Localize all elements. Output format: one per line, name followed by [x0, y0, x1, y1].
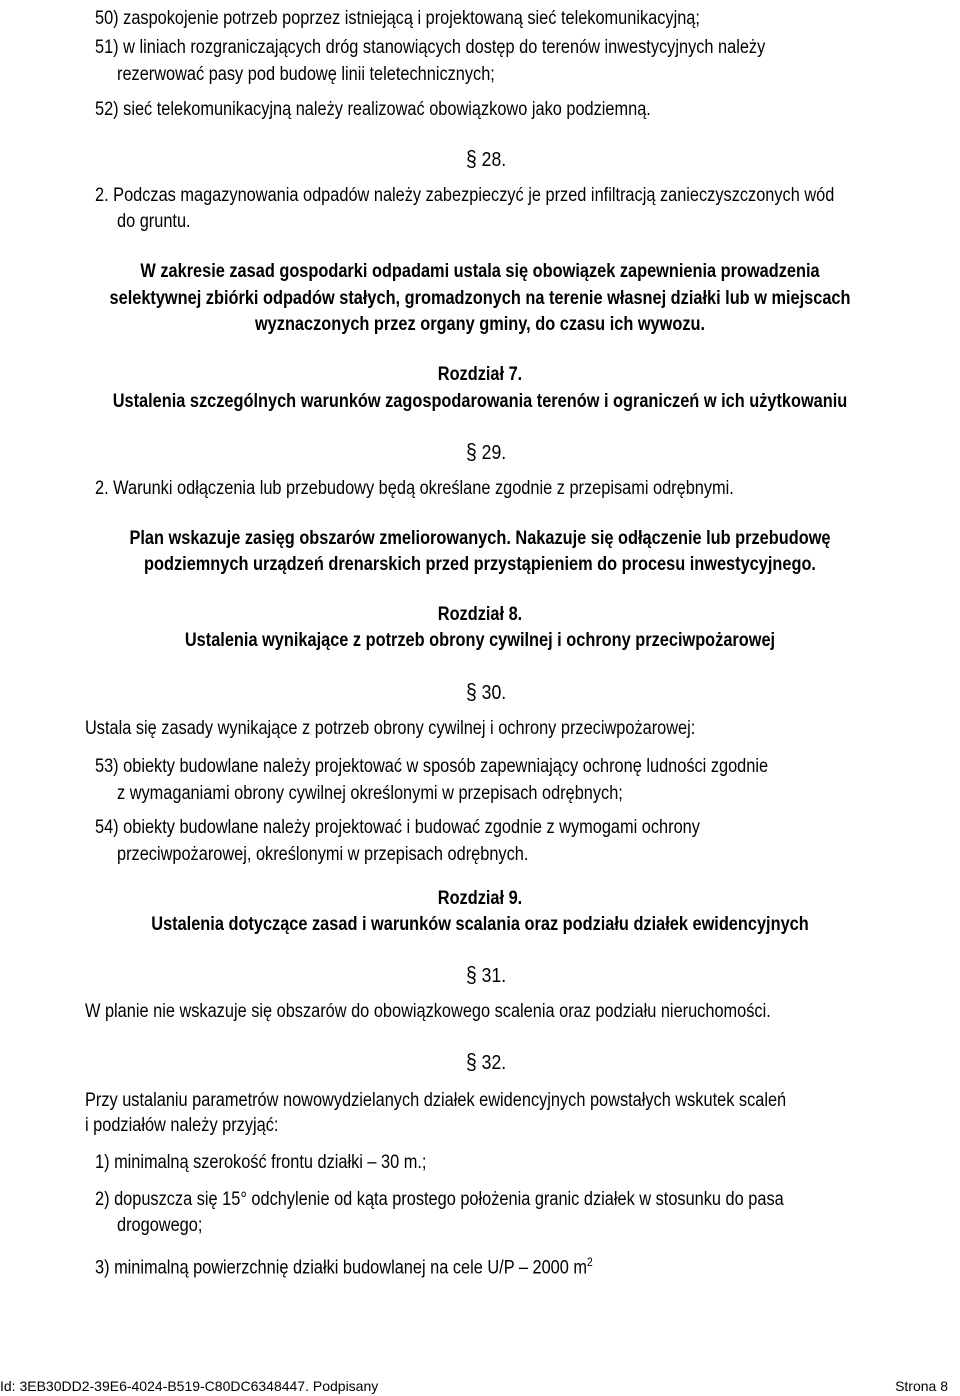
chapter-7-title: Ustalenia szczególnych warunków zagospodarowania terenów i ograniczeń w ich użytkowaniu: [112, 391, 848, 412]
section-symbol: §: [466, 679, 477, 704]
s28-bold-line1: W zakresie zasad gospodarki odpadami ustala się obowiązek zapewnienia prowadzenia: [140, 261, 820, 282]
section-32-heading: [466, 1050, 506, 1075]
section-symbol: §: [466, 439, 477, 464]
s32-item-3-text: 3) minimalną powierzchnię działki budowlanej na cele U/P – 2000 m: [95, 1257, 587, 1279]
chapter-8-heading: Rozdział 8.: [437, 604, 523, 625]
s32-intro-line1: Przy ustalaniu parametrów nowowydzielanych działek ewidencyjnych powstałych wskutek scaleń: [85, 1090, 787, 1111]
section-symbol: §: [466, 962, 477, 987]
item-51-line1: 51) w liniach rozgraniczających dróg stanowiących dostęp do terenów inwestycyjnych należy: [95, 37, 766, 58]
section-28-heading: [466, 147, 506, 172]
item-54-line1: 54) obiekty budowlane należy projektować i budować zgodnie z wymogami ochrony: [95, 817, 700, 838]
item-54-line2: przeciwpożarowej, określonymi w przepisach odrębnych.: [117, 844, 529, 865]
section-number: 30.: [481, 682, 507, 704]
superscript: 2: [586, 1255, 593, 1269]
section-29-heading: [466, 440, 506, 465]
s28-para2-line1: 2. Podczas magazynowania odpadów należy zabezpieczyć je przed infiltracją zanieczyszczonych wód: [95, 185, 835, 206]
chapter-7-heading: Rozdział 7.: [437, 364, 523, 385]
item-52: 52) sieć telekomunikacyjną należy realizować obowiązkowo jako podziemną.: [95, 99, 651, 120]
s32-item-2-line2: drogowego;: [117, 1215, 203, 1236]
item-50: 50) zaspokojenie potrzeb poprzez istniejącą i projektowaną sieć telekomunikacyjną;: [95, 8, 700, 29]
section-symbol: §: [466, 146, 477, 171]
s32-item-1: 1) minimalną szerokość frontu działki – 30 m.;: [95, 1152, 427, 1173]
chapter-9-heading: Rozdział 9.: [437, 888, 523, 909]
s32-intro-line2: i podziałów należy przyjąć:: [85, 1115, 279, 1136]
s30-intro: Ustala się zasady wynikające z potrzeb obrony cywilnej i ochrony przeciwpożarowej:: [85, 718, 696, 739]
s32-item-3: [95, 1250, 593, 1280]
s29-bold-line2: podziemnych urządzeń drenarskich przed przystąpieniem do procesu inwestycyjnego.: [144, 554, 816, 575]
section-number: 29.: [481, 442, 507, 464]
section-number: 32.: [481, 1052, 507, 1074]
section-31-heading: [466, 963, 506, 988]
footer-page-number: Strona 8: [895, 1378, 948, 1394]
section-number: 28.: [481, 149, 507, 171]
s28-bold-line3: wyznaczonych przez organy gminy, do czasu ich wywozu.: [254, 314, 706, 335]
s29-para2: 2. Warunki odłączenia lub przebudowy będą określane zgodnie z przepisami odrębnymi.: [95, 478, 734, 499]
s29-bold-line1: Plan wskazuje zasięg obszarów zmeliorowanych. Nakazuje się odłączenie lub przebudowę: [129, 528, 831, 549]
s31-text: W planie nie wskazuje się obszarów do obowiązkowego scalenia oraz podziału nieruchomości.: [85, 1001, 771, 1022]
section-symbol: §: [466, 1049, 477, 1074]
item-53-line2: z wymaganiami obrony cywilnej określonymi w przepisach odrębnych;: [117, 783, 623, 804]
s28-para2-line2: do gruntu.: [117, 211, 191, 232]
chapter-8-title: Ustalenia wynikające z potrzeb obrony cywilnej i ochrony przeciwpożarowej: [184, 630, 776, 651]
section-30-heading: [466, 680, 506, 705]
s28-bold-line2: selektywnej zbiórki odpadów stałych, gromadzonych na terenie własnej działki lub w miejscach: [109, 288, 851, 309]
chapter-9-title: Ustalenia dotyczące zasad i warunków scalania oraz podziału działek ewidencyjnych: [151, 914, 809, 935]
item-53-line1: 53) obiekty budowlane należy projektować w sposób zapewniający ochronę ludności zgodnie: [95, 756, 769, 777]
section-number: 31.: [481, 965, 507, 987]
item-51-line2: rezerwować pasy pod budowę linii teletechnicznych;: [117, 64, 495, 85]
footer-document-id: Id: 3EB30DD2-39E6-4024-B519-C80DC6348447. Podpisany: [0, 1378, 379, 1394]
s32-item-2-line1: 2) dopuszcza się 15° odchylenie od kąta prostego położenia granic działek w stosunku do pasa: [95, 1189, 784, 1210]
